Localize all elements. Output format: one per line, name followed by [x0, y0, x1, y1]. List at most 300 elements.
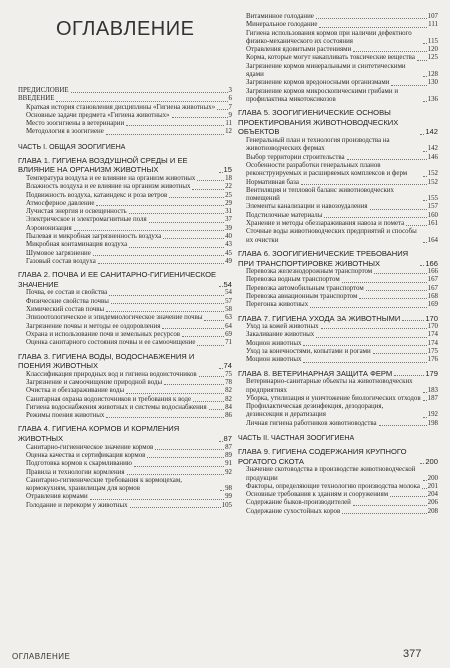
toc-entry-title: ГЛАВА 7. ГИГИЕНА УХОДА ЗА ЖИВОТНЫМИ: [238, 313, 401, 323]
toc-entry-page: 174: [427, 331, 438, 339]
dot-leader: [402, 320, 424, 321]
toc-entry-page: 187: [427, 394, 438, 402]
toc-entry-page: 99: [225, 493, 232, 501]
toc-entry-page: 12: [225, 128, 232, 136]
toc-entry-title: Перевозка авиационным транспортом: [246, 292, 358, 300]
dot-leader: [310, 307, 427, 308]
toc-entry-title: Влажность воздуха и ее влияние на организм животных: [26, 183, 191, 191]
toc-entry-page: 174: [427, 339, 438, 347]
toc-entry-title: Классификация природных вод и гигиена водоисточников: [26, 370, 197, 378]
toc-entry[interactable]: [238, 30, 438, 47]
dot-leader: [420, 134, 424, 135]
dot-leader: [391, 85, 426, 86]
toc-entry-page: 74: [223, 361, 232, 371]
toc-entry[interactable]: [238, 323, 438, 331]
dot-leader: [219, 441, 223, 442]
toc-entry[interactable]: [238, 491, 438, 499]
toc-entry-page: 166: [425, 258, 438, 268]
toc-entry-title: ГЛАВА 4. ГИГИЕНА КОРМОВ И КОРМЛЕНИЯ ЖИВОТНЫХ: [18, 424, 180, 444]
toc-entry-page: 39: [225, 224, 232, 232]
toc-entry-title: Оценка санитарного состояния почвы и ее самоочищение: [26, 339, 196, 347]
toc-entry[interactable]: [18, 404, 232, 412]
toc-entry-page: 87: [223, 434, 232, 444]
toc-entry-page: 40: [225, 233, 232, 241]
toc-entry[interactable]: [238, 420, 438, 428]
toc-entry[interactable]: [238, 348, 438, 356]
toc-entry[interactable]: [18, 183, 232, 191]
toc-entry-page: 91: [225, 460, 232, 468]
dot-leader: [423, 43, 427, 44]
toc-entry[interactable]: [18, 396, 232, 404]
toc-entry[interactable]: [18, 120, 232, 128]
dot-leader: [423, 392, 427, 393]
toc-entry-page: 82: [225, 387, 232, 395]
toc-entry[interactable]: [18, 112, 232, 120]
toc-entry[interactable]: [238, 483, 438, 491]
toc-entry-page: 208: [427, 507, 438, 515]
dot-leader: [197, 180, 224, 181]
toc-entry-page: 87: [225, 443, 232, 451]
toc-entry[interactable]: [18, 128, 232, 136]
toc-entry-title: Витаминное голодание: [246, 13, 314, 20]
toc-entry-page: 157: [427, 203, 438, 211]
toc-entry[interactable]: [238, 88, 438, 105]
toc-entry-page: 146: [427, 153, 438, 161]
toc-entry[interactable]: [18, 95, 232, 103]
toc-entry-page: 49: [225, 257, 232, 265]
toc-entry-page: 166: [427, 268, 438, 276]
toc-entry[interactable]: [238, 179, 438, 187]
toc-entry-title: Загрязнение и самоочищение природной воды: [26, 378, 163, 386]
toc-chapter[interactable]: [238, 108, 438, 137]
dot-leader: [359, 298, 426, 299]
dot-leader: [163, 238, 224, 239]
toc-entry[interactable]: [18, 200, 232, 208]
toc-entry[interactable]: [18, 87, 232, 95]
toc-entry-page: 198: [427, 419, 438, 427]
toc-entry[interactable]: [18, 208, 232, 216]
dot-leader: [219, 172, 223, 173]
toc-entry-title: Шумовое загрязнение: [26, 249, 91, 257]
toc-entry[interactable]: [238, 203, 438, 211]
dot-leader: [423, 200, 427, 201]
toc-entry[interactable]: [18, 412, 232, 420]
toc-entry-page: 25: [225, 191, 232, 199]
toc-entry-title: ГЛАВА 8. ВЕТЕРИНАРНАЯ ЗАЩИТА ФЕРМ: [238, 368, 393, 378]
toc-entry-title: Загрязнение кормов микроскопическими грибами и профилактика микотоксикозов: [246, 87, 399, 103]
toc-entry-title: Выбор территории строительства: [246, 153, 345, 161]
toc-entry[interactable]: [18, 331, 232, 339]
toc-entry[interactable]: [238, 356, 438, 364]
toc-entry[interactable]: [238, 187, 438, 204]
toc-entry-page: 200: [427, 474, 438, 482]
toc-entry[interactable]: [18, 104, 232, 112]
dot-leader: [56, 101, 227, 102]
toc-entry[interactable]: [18, 379, 232, 387]
toc-entry-title: Содержание сухостойных коров: [246, 507, 341, 515]
dot-leader: [353, 505, 427, 506]
toc-entry-page: 107: [427, 13, 438, 20]
toc-left-column: [18, 87, 232, 510]
toc-entry[interactable]: [238, 79, 438, 87]
toc-entry-title: Элементы канализации и навозоудаления: [246, 203, 368, 211]
dot-leader: [423, 417, 427, 418]
toc-entry-page: 125: [427, 54, 438, 62]
toc-entry[interactable]: [18, 444, 232, 452]
toc-entry-title: Перегонка животных: [246, 301, 309, 309]
toc-entry-title: Очистка и обеззараживание воды: [26, 387, 125, 395]
toc-entry-page: 43: [225, 241, 232, 249]
dot-leader: [130, 507, 221, 508]
toc-entry-title: Уборка, утилизация и уничтожение биологических отходов: [246, 394, 421, 402]
toc-entry-page: 167: [427, 284, 438, 292]
toc-entry-page: 31: [225, 208, 232, 216]
dot-leader: [127, 474, 225, 475]
toc-entry[interactable]: [18, 192, 232, 200]
dot-leader: [192, 189, 224, 190]
toc-entry-page: 3: [228, 87, 232, 94]
toc-entry[interactable]: [238, 285, 438, 293]
toc-entry[interactable]: [18, 493, 232, 501]
toc-entry-page: 130: [427, 79, 438, 87]
dot-leader: [90, 499, 224, 500]
page-title: ОГЛАВЛЕНИЕ: [56, 18, 195, 40]
toc-entry-page: 69: [225, 330, 232, 338]
dot-leader: [303, 345, 426, 346]
dot-leader: [420, 265, 424, 266]
dot-leader: [379, 425, 427, 426]
toc-entry[interactable]: [18, 233, 232, 241]
toc-entry-title: Место зоогигиены в ветеринарии: [26, 120, 125, 128]
toc-entry-title: Подстилочные материалы: [246, 211, 323, 219]
toc-entry-title: ГЛАВА 1. ГИГИЕНА ВОЗДУШНОЙ СРЕДЫ И ЕЕ ВЛИЯНИЕ НА ОРГАНИЗМ ЖИВОТНЫХ: [18, 155, 188, 175]
toc-chapter[interactable]: [18, 424, 232, 443]
toc-entry-title: ПРЕДИСЛОВИЕ: [18, 87, 69, 94]
toc-entry[interactable]: [238, 220, 438, 228]
toc-entry-title: Подвижность воздуха, катаиндекс и роза ветров: [26, 191, 168, 199]
toc-entry-page: 84: [225, 403, 232, 411]
toc-entry-page: 155: [427, 195, 438, 203]
toc-entry[interactable]: [18, 477, 232, 494]
toc-entry-title: Атмосферное давление: [26, 199, 95, 207]
toc-entry-page: 86: [225, 412, 232, 420]
dot-leader: [219, 368, 223, 369]
dot-leader: [390, 496, 427, 497]
dot-leader: [321, 328, 427, 329]
dot-leader: [169, 197, 224, 198]
dot-leader: [129, 213, 224, 214]
toc-chapter[interactable]: [238, 314, 438, 324]
dot-leader: [147, 457, 224, 458]
toc-entry-page: 204: [427, 491, 438, 499]
toc-entry[interactable]: [238, 137, 438, 154]
toc-entry-title: Нормативная база: [246, 178, 299, 186]
toc-entry-page: 161: [427, 220, 438, 228]
toc-right-column: [238, 13, 438, 516]
toc-entry[interactable]: [238, 46, 438, 54]
toc-entry[interactable]: [18, 225, 232, 233]
toc-entry[interactable]: [238, 21, 438, 29]
toc-entry[interactable]: [18, 314, 232, 322]
toc-entry-title: Уход за кожей животных: [246, 323, 319, 331]
toc-section[interactable]: [18, 143, 232, 152]
toc-entry-title: Голодание и перекорм у животных: [26, 501, 128, 509]
dot-leader: [342, 282, 427, 283]
toc-entry-title: Значение скотоводства в производстве животноводческой продукции: [246, 466, 416, 482]
toc-entry[interactable]: [18, 250, 232, 258]
toc-entry[interactable]: [18, 387, 232, 395]
toc-entry-page: 29: [225, 199, 232, 207]
toc-entry-title: Факторы, определяющие технологию производства молока: [246, 482, 420, 490]
dot-leader: [96, 205, 224, 206]
toc-entry-title: Отравления ядовитыми растениями: [246, 46, 352, 54]
toc-entry-title: Электрическое и электромагнитные поля: [26, 216, 147, 224]
toc-entry-title: Закаливание животных: [246, 331, 315, 339]
toc-entry[interactable]: [238, 340, 438, 348]
toc-entry[interactable]: [238, 466, 438, 483]
toc-entry-title: Оценка качества и сертификация кормов: [26, 451, 146, 459]
toc-entry-page: 78: [225, 378, 232, 386]
toc-entry[interactable]: [238, 154, 438, 162]
toc-entry-page: 175: [427, 348, 438, 356]
toc-entry[interactable]: [238, 54, 438, 62]
dot-leader: [134, 466, 224, 467]
toc-entry-title: Физические свойства почвы: [26, 297, 109, 305]
dot-leader: [342, 513, 426, 514]
toc-entry-title: ГЛАВА 9. ГИГИЕНА СОДЕРЖАНИЯ КРУПНОГО РОГАТОГО СКОТА: [238, 447, 407, 466]
toc-entry-page: 111: [428, 21, 438, 29]
toc-entry[interactable]: [238, 378, 438, 395]
toc-entry-title: Пылевая и микробная загрязненность воздуха: [26, 233, 162, 241]
toc-entry-page: 183: [427, 386, 438, 394]
dot-leader: [164, 384, 224, 385]
toc-entry-title: Корма, которые могут накапливать токсические вещества: [246, 54, 415, 62]
dot-leader: [316, 337, 426, 338]
toc-entry-title: ГЛАВА 5. ЗООГИГИЕНИЧЕСКИЕ ОСНОВЫ ПРОЕКТИРОВАНИЯ ЖИВОТНОВОДЧЕСКИХ ОБЪЕКТОВ: [238, 108, 399, 137]
toc-entry-title: Особенности разработки генеральных планов реконструируемых и расширяемых комплексов и ферм: [246, 161, 408, 178]
dot-leader: [126, 125, 224, 126]
dot-leader: [209, 409, 224, 410]
toc-entry-page: 200: [425, 456, 438, 466]
toc-entry[interactable]: [18, 216, 232, 224]
toc-entry[interactable]: [18, 289, 232, 297]
toc-entry[interactable]: [238, 276, 438, 284]
toc-entry[interactable]: [238, 301, 438, 309]
toc-entry-title: ЧАСТЬ II. ЧАСТНАЯ ЗООГИГИЕНА: [238, 434, 355, 443]
dot-leader: [423, 101, 427, 102]
toc-entry-title: Подготовка кормов к скармливанию: [26, 460, 132, 468]
toc-entry[interactable]: [238, 13, 438, 21]
toc-entry-page: 9: [228, 111, 232, 119]
toc-entry-page: 75: [225, 370, 232, 378]
toc-entry-page: 22: [225, 183, 232, 191]
toc-entry[interactable]: [18, 371, 232, 379]
dot-leader: [98, 263, 224, 264]
dot-leader: [394, 375, 424, 376]
toc-entry-title: Температура воздуха и ее влияние на организм животных: [26, 174, 196, 182]
dot-leader: [423, 176, 427, 177]
toc-entry-page: 89: [225, 451, 232, 459]
dot-leader: [347, 159, 427, 160]
toc-entry-page: 169: [427, 301, 438, 309]
toc-entry[interactable]: [238, 293, 438, 301]
toc-entry-page: 120: [427, 46, 438, 54]
toc-entry[interactable]: [18, 306, 232, 314]
toc-entry[interactable]: [238, 268, 438, 276]
toc-entry-title: Содержание быков-производителей: [246, 499, 351, 507]
dot-leader: [219, 286, 223, 287]
toc-entry[interactable]: [18, 323, 232, 331]
toc-entry-title: Перевозка железнодорожным транспортом: [246, 268, 373, 276]
dot-leader: [106, 134, 224, 135]
toc-entry-title: Хранение и методы обеззараживания навоза и помета: [246, 220, 405, 228]
dot-leader: [316, 18, 427, 19]
dot-leader: [374, 273, 426, 274]
dot-leader: [423, 400, 427, 401]
toc-entry-title: Генеральный план и технология производства на животноводческих фермах: [246, 137, 390, 153]
dot-leader: [162, 328, 224, 329]
dot-leader: [126, 393, 224, 394]
toc-entry-page: 136: [427, 95, 438, 103]
toc-entry-page: 54: [225, 289, 232, 297]
toc-entry-title: Эпизоотологическое и эпидемиологическое значение почвы: [26, 314, 203, 322]
dot-leader: [423, 242, 427, 243]
toc-entry[interactable]: [238, 499, 438, 507]
toc-entry[interactable]: [238, 228, 438, 245]
toc-entry-title: Моцион животных: [246, 339, 302, 347]
toc-entry-page: 92: [225, 468, 232, 476]
toc-entry-page: 160: [427, 211, 438, 219]
toc-entry-page: 45: [225, 249, 232, 257]
dot-leader: [324, 217, 426, 218]
toc-entry-title: Гигиена использования кормов при наличии дефектного физико-механического их состояния: [246, 29, 412, 45]
toc-entry-title: Охрана и использование почв и земельных ресурсов: [26, 330, 181, 338]
toc-entry-page: 142: [427, 145, 438, 153]
toc-entry-title: Отравления кормами: [26, 493, 88, 501]
toc-entry-title: Краткая история становления дисциплины «Гигиена животных»: [26, 103, 216, 111]
dot-leader: [109, 295, 224, 296]
dot-leader: [423, 151, 427, 152]
toc-entry-page: 115: [427, 37, 438, 45]
toc-entry-page: 152: [427, 178, 438, 186]
dot-leader: [319, 27, 427, 28]
toc-entry-title: ГЛАВА 3. ГИГИЕНА ВОДЫ, ВОДОСНАБЖЕНИЯ И ПОЕНИЯ ЖИВОТНЫХ: [18, 351, 195, 371]
dot-leader: [193, 401, 224, 402]
dot-leader: [217, 109, 227, 110]
toc-entry-title: Перевозка автомобильным транспортом: [246, 284, 364, 292]
running-footer: ОГЛАВЛЕНИЕ: [12, 652, 71, 661]
toc-entry-title: Санитарная охрана водоисточников и требования к воде: [26, 395, 192, 403]
toc-entry[interactable]: [238, 403, 438, 420]
toc-entry[interactable]: [18, 258, 232, 266]
toc-entry-page: 176: [427, 356, 438, 364]
toc-entry-title: Санитарно-гигиеническое значение кормов: [26, 443, 154, 451]
toc-entry-page: 18: [225, 174, 232, 182]
toc-chapter[interactable]: [238, 369, 438, 379]
toc-entry[interactable]: [238, 212, 438, 220]
toc-entry-title: Ветеринарно-санитарные объекты на животноводческих предприятиях: [246, 378, 413, 394]
dot-leader: [172, 117, 228, 118]
dot-leader: [353, 51, 426, 52]
toc-chapter[interactable]: [18, 352, 232, 371]
toc-chapter[interactable]: [238, 447, 438, 466]
dot-leader: [71, 92, 228, 93]
toc-entry[interactable]: [18, 452, 232, 460]
dot-leader: [111, 303, 224, 304]
toc-entry-title: Гигиена водоснабжения животных и системы водоснабжения: [26, 403, 207, 411]
toc-entry-title: Загрязнение кормов минеральными и синтетическими ядами: [246, 62, 406, 79]
dot-leader: [182, 336, 224, 337]
toc-section[interactable]: [238, 434, 438, 443]
toc-entry-page: 167: [427, 276, 438, 284]
toc-entry-title: ЧАСТЬ I. ОБЩАЯ ЗООГИГИЕНА: [18, 142, 126, 151]
toc-entry-page: 54: [223, 279, 232, 289]
toc-entry[interactable]: [18, 241, 232, 249]
toc-entry-title: Санитарно-гигиенические требования к кормоцехам, кормокухням, хранилищам для кормов: [26, 476, 182, 493]
toc-entry-title: Загрязнение кормов вредоносными организмами: [246, 79, 390, 87]
toc-chapter[interactable]: [18, 270, 232, 289]
dot-leader: [423, 76, 427, 77]
dot-leader: [220, 490, 224, 491]
toc-entry-page: 15: [223, 165, 232, 175]
dot-leader: [370, 209, 427, 210]
toc-entry-page: 82: [225, 395, 232, 403]
toc-entry[interactable]: [238, 331, 438, 339]
toc-entry-page: 142: [425, 127, 438, 137]
dot-leader: [417, 60, 427, 61]
toc-chapter[interactable]: [18, 156, 232, 175]
toc-entry-title: Методология в зоогигиене: [26, 128, 104, 136]
toc-entry[interactable]: [238, 395, 438, 403]
toc-entry-title: Лучистая энергия и освещенность: [26, 208, 127, 216]
toc-entry[interactable]: [238, 162, 438, 179]
toc-entry-page: 57: [225, 297, 232, 305]
toc-entry[interactable]: [238, 63, 438, 80]
toc-entry-title: Профилактическая дезинфекция, дезодорация, дезинсекция и дератизация: [246, 403, 384, 419]
toc-entry-page: 168: [427, 292, 438, 300]
dot-leader: [129, 247, 224, 248]
toc-entry-page: 201: [427, 482, 438, 490]
toc-entry[interactable]: [18, 339, 232, 347]
toc-entry-page: 63: [225, 314, 232, 322]
toc-entry[interactable]: [238, 508, 438, 516]
toc-entry-page: 7: [228, 103, 232, 111]
toc-entry-title: Вентиляция и тепловой баланс животноводческих помещений: [246, 186, 394, 203]
toc-entry-title: Основные требования к зданиям и сооружениям: [246, 491, 389, 499]
toc-entry-title: Почва, ее состав и свойства: [26, 289, 108, 297]
toc-entry[interactable]: [18, 298, 232, 306]
toc-entry[interactable]: [18, 175, 232, 183]
toc-entry[interactable]: [18, 460, 232, 468]
dot-leader: [406, 225, 427, 226]
toc-entry-title: Сточные воды животноводческих предприятий и способы их очистки: [246, 228, 417, 244]
toc-entry-page: 71: [225, 339, 232, 347]
toc-entry-title: Газовый состав воздуха: [26, 257, 96, 265]
toc-entry-title: Правила и технологии кормления: [26, 468, 125, 476]
dot-leader: [423, 480, 427, 481]
toc-entry-page: 152: [427, 170, 438, 178]
toc-entry-page: 58: [225, 306, 232, 314]
toc-entry-title: Аэроионизация: [26, 224, 72, 232]
toc-entry-title: Основные задачи предмета «Гигиена животных»: [26, 111, 170, 119]
toc-entry[interactable]: [18, 502, 232, 510]
dot-leader: [155, 449, 224, 450]
dot-leader: [197, 345, 224, 346]
toc-chapter[interactable]: [238, 249, 438, 268]
toc-entry[interactable]: [18, 469, 232, 477]
toc-entry-page: 6: [228, 95, 232, 103]
toc-entry-title: ГЛАВА 2. ПОЧВА И ЕЕ САНИТАРНО-ГИГИЕНИЧЕСКОЕ ЗНАЧЕНИЕ: [18, 270, 217, 289]
